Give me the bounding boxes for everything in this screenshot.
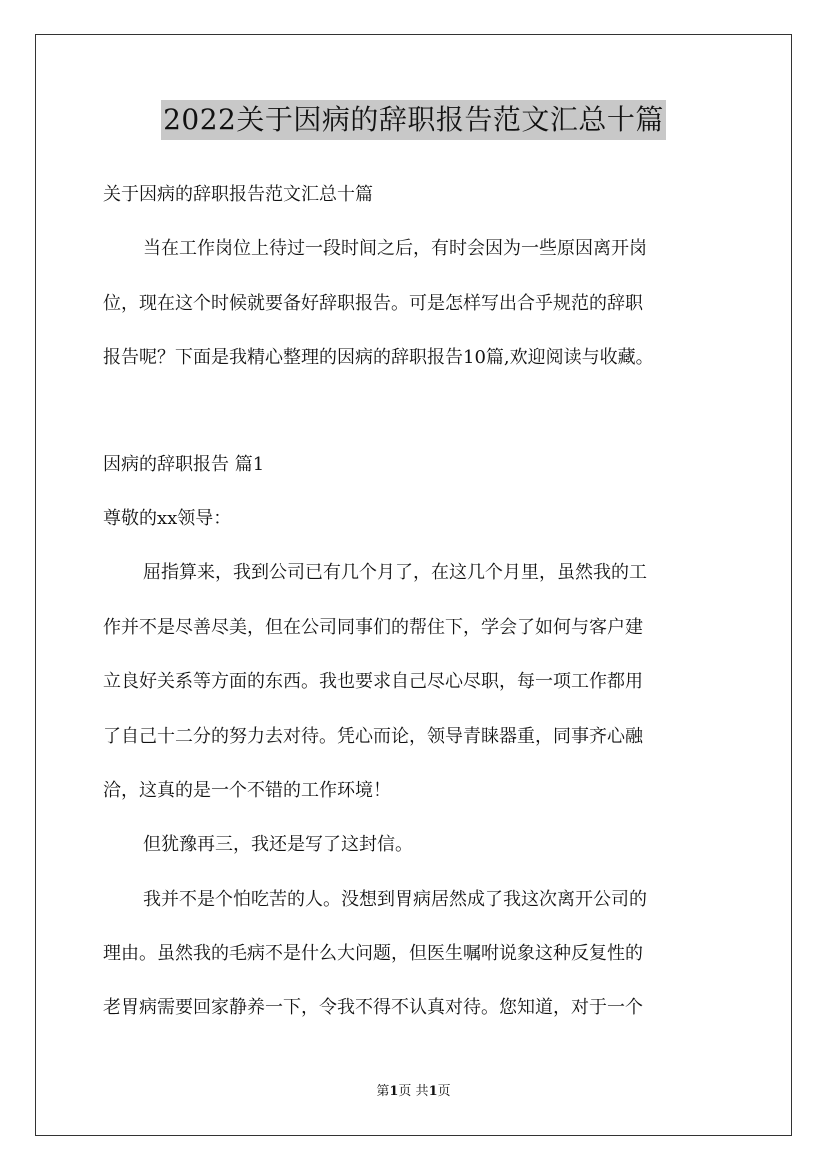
text-line: 当在工作岗位上待过一段时间之后，有时会因为一些原因离开岗 [143, 238, 647, 260]
text-line: 报告呢？下面是我精心整理的因病的辞职报告10篇,欢迎阅读与收藏。 [103, 347, 654, 369]
body-paragraph-2 [103, 826, 727, 864]
salutation: 尊敬的xx领导： [103, 507, 232, 529]
title-container [0, 100, 827, 140]
page-footer [0, 1082, 827, 1102]
section-heading: 因病的辞职报告 篇1 [103, 453, 265, 475]
footer-page-prefix: 第 [376, 1084, 390, 1099]
text-line: 作并不是尽善尽美，但在公司同事们的帮住下，学会了如何与客户建 [103, 616, 643, 638]
body-paragraph-1 [103, 554, 727, 810]
text-line: 屈指算来，我到公司已有几个月了，在这几个月里，虽然我的工 [143, 562, 647, 584]
footer-page-total: 1 [428, 1084, 438, 1099]
body-paragraph-3 [103, 881, 727, 1028]
document-title: 2022关于因病的辞职报告范文汇总十篇 [161, 100, 666, 140]
document-body [103, 176, 727, 1028]
text-line: 洽，这真的是一个不错的工作环境！ [103, 779, 391, 801]
text-line: 位，现在这个时候就要备好辞职报告。可是怎样写出合乎规范的辞职 [103, 292, 643, 314]
text-line: 我并不是个怕吃苦的人。没想到胃病居然成了我这次离开公司的 [143, 888, 647, 910]
intro-paragraph [103, 230, 727, 377]
footer-page-mid: 页 共 [398, 1084, 429, 1099]
text-line: 理由。虽然我的毛病不是什么大问题，但医生嘱咐说象这种反复性的 [103, 943, 643, 965]
document-subtitle: 关于因病的辞职报告范文汇总十篇 [103, 184, 373, 205]
text-line: 老胃病需要回家静养一下，令我不得不认真对待。您知道，对于一个 [103, 997, 643, 1019]
text-line: 但犹豫再三，我还是写了这封信。 [143, 834, 413, 856]
footer-page-suffix: 页 [437, 1084, 451, 1099]
text-line: 了自己十二分的努力去对待。凭心而论，领导青睐器重，同事齐心融 [103, 725, 643, 747]
footer-page-current: 1 [389, 1084, 399, 1099]
text-line: 立良好关系等方面的东西。我也要求自己尽心尽职，每一项工作都用 [103, 671, 643, 693]
